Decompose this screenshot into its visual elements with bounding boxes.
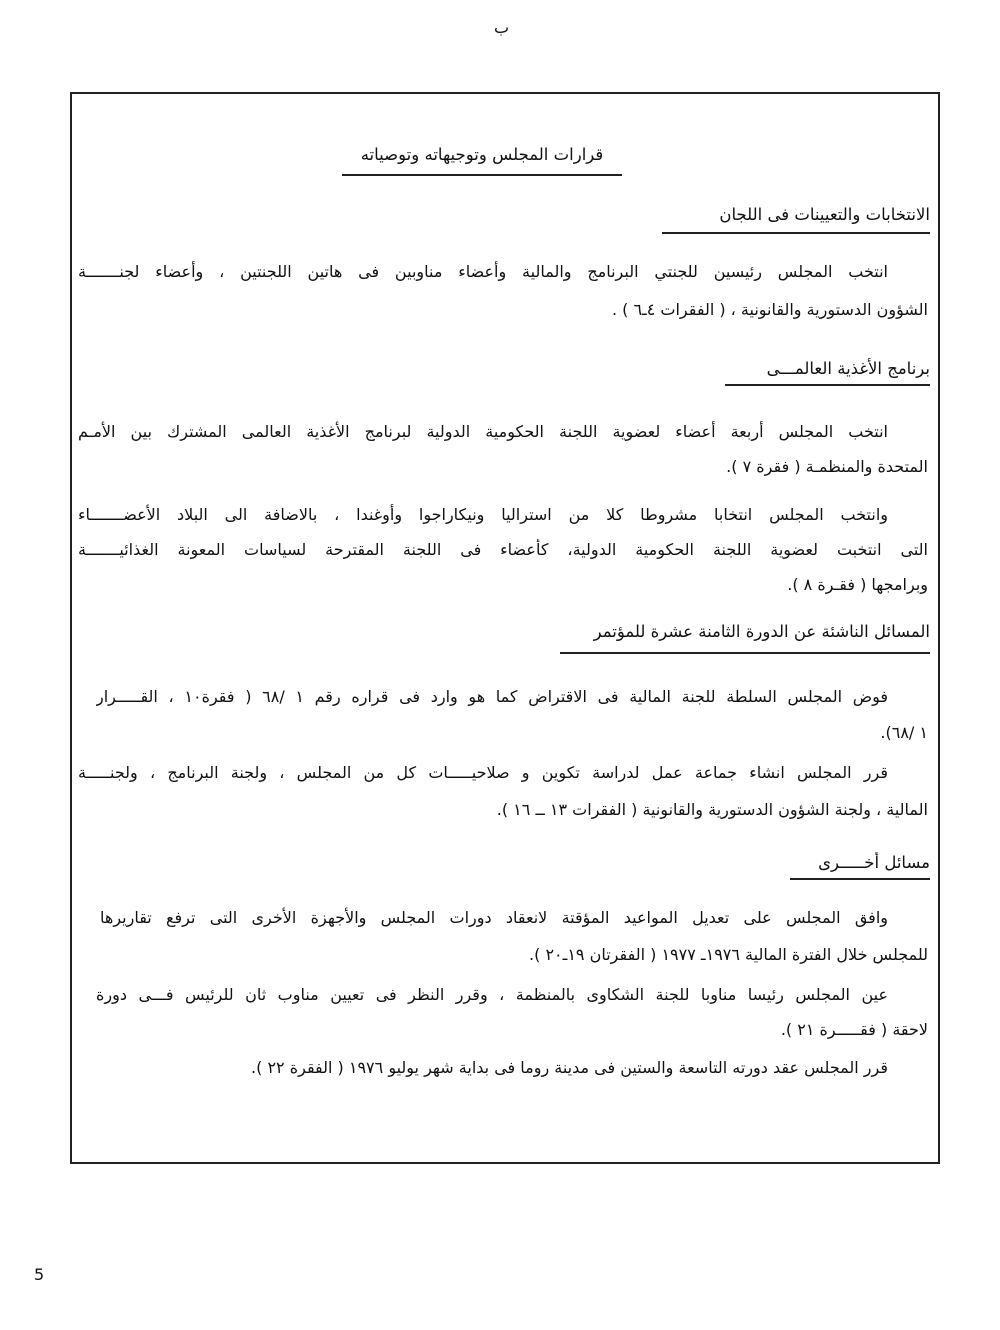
- paragraph-line: الشؤون الدستورية والقانونية ، ( الفقرات ٤ـ٦ ) .: [611, 300, 928, 319]
- paragraph-line: وافق المجلس على تعديل المواعيد المؤقتة لانعقاد دورات المجلس والأجهزة الأخرى التى ترفع تقاريرها: [100, 908, 888, 927]
- section-heading: برنامج الأغذية العالمـــى: [766, 359, 930, 378]
- paragraph-line: قرر المجلس عقد دورته التاسعة والستين فى مدينة روما فى بداية شهر يوليو ١٩٧٦ ( الفقرة ٢٢ ).: [251, 1058, 888, 1077]
- paragraph-line: وانتخب المجلس انتخابا مشروطا كلا من استراليا ونيكاراجوا وأوغندا ، بالاضافة الى البلاد الأعضـــــــاء: [78, 505, 888, 524]
- paragraph-line: وبرامجها ( فقـرة ٨ ).: [787, 575, 928, 594]
- paragraph-line: لاحقة ( فقـــــرة ٢١ ).: [780, 1020, 928, 1039]
- page-letter: ب: [494, 18, 510, 37]
- heading-underline: [725, 384, 930, 386]
- paragraph-line: انتخب المجلس رئيسين للجنتي البرنامج والمالية وأعضاء مناوبين فى هاتين اللجنتين ، وأعضاء لجنـــــــة: [78, 262, 888, 281]
- paragraph-line: قرر المجلس انشاء جماعة عمل لدراسة تكوين و صلاحيـــــات كل من المجلس ، ولجنة البرنامج ، ولجنـــــة: [78, 763, 888, 782]
- section-heading: الانتخابات والتعيينات فى اللجان: [719, 205, 930, 224]
- paragraph-line: للمجلس خلال الفترة المالية ١٩٧٦ـ ١٩٧٧ ( الفقرتان ١٩ـ٢٠ ).: [529, 945, 928, 964]
- paragraph-line: المالية ، ولجنة الشؤون الدستورية والقانونية ( الفقرات ١٣ ــ ١٦ ).: [496, 800, 928, 819]
- paragraph-line: ١ /٦٨).: [880, 723, 928, 742]
- document-title: قرارات المجلس وتوجيهاته وتوصياته: [360, 145, 604, 164]
- heading-underline: [790, 878, 930, 880]
- heading-underline: [560, 652, 930, 654]
- paragraph-line: المتحدة والمنظمـة ( فقرة ٧ ).: [726, 457, 928, 476]
- page-number: 5: [34, 1265, 45, 1284]
- title-underline: [342, 174, 622, 176]
- heading-underline: [662, 232, 930, 234]
- paragraph-line: انتخب المجلس أربعة أعضاء لعضوية اللجنة الحكومية الدولية لبرنامج الأغذية العالمى المشترك بين الأمـم: [78, 422, 888, 441]
- section-heading: مسائل أخـــــرى: [818, 853, 930, 872]
- paragraph-line: التى انتخبت لعضوية اللجنة الحكومية الدولية، كأعضاء فى اللجنة المقترحة لسياسات المعونة الغذائيـــــــة: [78, 540, 928, 559]
- paragraph-line: عين المجلس رئيسا مناوبا للجنة الشكاوى بالمنظمة ، وقرر النظر فى تعيين مناوب ثان للرئيس فـــى دورة: [96, 985, 888, 1004]
- paragraph-line: فوض المجلس السلطة للجنة المالية فى الاقتراض كما هو وارد فى قراره رقم ١ /٦٨ ( فقرة١٠ ، القـــــرار: [96, 687, 888, 706]
- section-heading: المسائل الناشئة عن الدورة الثامنة عشرة للمؤتمر: [593, 622, 930, 641]
